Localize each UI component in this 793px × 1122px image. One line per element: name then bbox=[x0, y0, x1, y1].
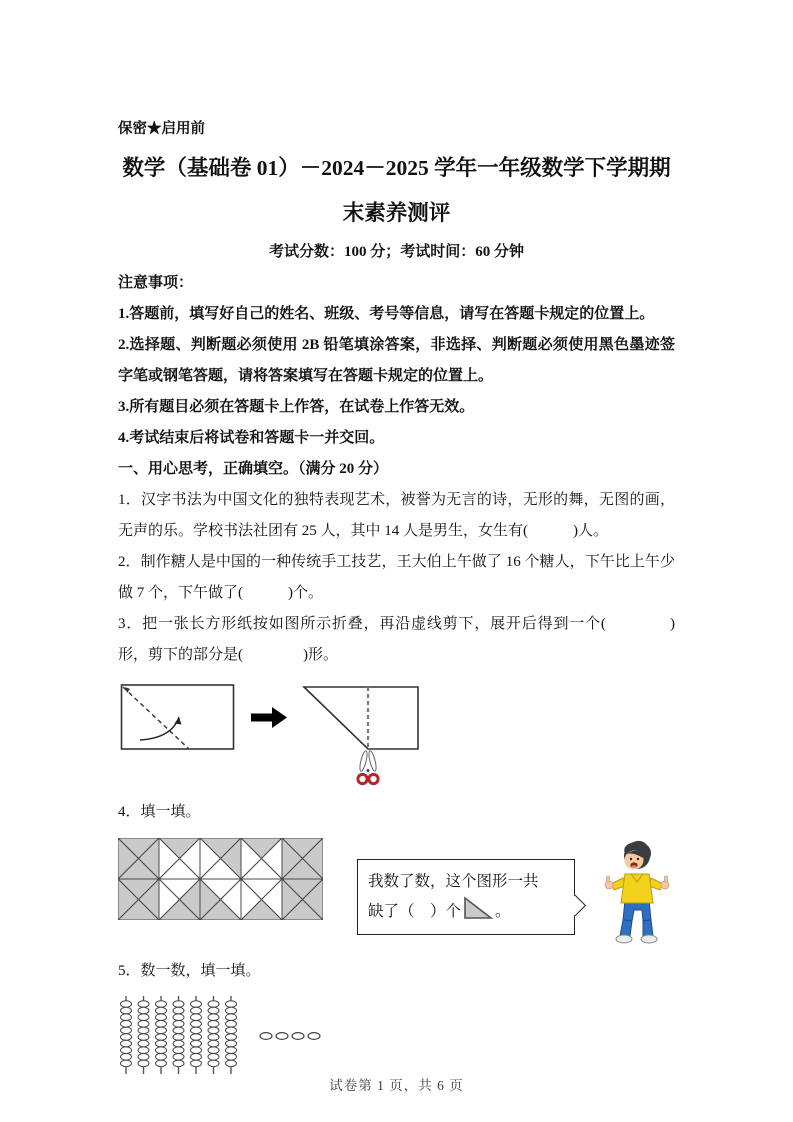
page-footer: 试卷第 1 页，共 6 页 bbox=[329, 1078, 464, 1093]
speech-bubble bbox=[357, 859, 575, 935]
single-beads bbox=[260, 1033, 320, 1040]
mosaic-row-1 bbox=[118, 879, 323, 920]
question-3: 3．把一张长方形纸按如图所示折叠，再沿虚线剪下，展开后得到一个( )形，剪下的部分是( )形。 bbox=[118, 616, 675, 663]
folded-paper-shape bbox=[304, 687, 418, 749]
scissors-icon bbox=[358, 750, 378, 783]
fold-and-cut-figure bbox=[120, 677, 420, 795]
rectangle-with-fold-line bbox=[122, 685, 234, 749]
exam-info-line: 考试分数：100 分；考试时间：60 分钟 bbox=[268, 244, 524, 260]
section1-heading: 一、用心思考，正确填空。（满分 20 分） bbox=[118, 461, 389, 477]
speech-bubble-wrap bbox=[357, 848, 673, 946]
note-item-4: 4.考试结束后将试卷和答题卡一并交回。 bbox=[118, 430, 385, 446]
mosaic-row-0 bbox=[118, 838, 323, 879]
triangle-mosaic-figure bbox=[118, 838, 323, 920]
question-4: 4．填一填。 bbox=[118, 804, 201, 820]
bubble-text-line1: 我数了数，这个图形一共 bbox=[368, 873, 539, 890]
arrow-right-icon bbox=[251, 707, 287, 728]
note-item-3: 3.所有题目必须在答题卡上作答，在试卷上作答无效。 bbox=[118, 399, 475, 415]
bead-strings bbox=[121, 996, 237, 1074]
question-4-figure-row bbox=[118, 832, 675, 946]
boy-icon bbox=[601, 840, 673, 946]
note-item-1: 1.答题前，填写好自己的姓名、班级、考号等信息，请写在答题卡规定的位置上。 bbox=[118, 306, 655, 322]
paper-title: 数学（基础卷 01）－2024－2025 学年一年级数学下学期期末素养测评 bbox=[122, 156, 671, 225]
triangle-icon bbox=[463, 896, 493, 920]
bubble-text-punct: 。 bbox=[495, 903, 511, 920]
beads-figure bbox=[118, 995, 328, 1077]
note-item-2: 2.选择题、判断题必须使用 2B 铅笔填涂答案，非选择、判断题必须使用黑色墨迹签字笔或钢笔答题，请将答案填写在答题卡规定的位置上。 bbox=[118, 337, 675, 384]
question-1: 1．汉字书法为中国文化的独特表现艺术，被誉为无言的诗，无形的舞，无图的画，无声的乐。学校书法社团有 25 人，其中 14 人是男生，女生有( )人。 bbox=[118, 492, 675, 539]
notes-heading: 注意事项： bbox=[118, 275, 194, 291]
question-5: 5．数一数，填一填。 bbox=[118, 963, 261, 979]
bubble-text-line2: 缺了（ ）个 bbox=[368, 903, 462, 920]
question-2: 2．制作糖人是中国的一种传统手工技艺，王大伯上午做了 16 个糖人，下午比上午少做 7 个，下午做了( )个。 bbox=[118, 554, 675, 601]
speech-bubble-tail bbox=[565, 895, 586, 916]
confidential-notice: 保密★启用前 bbox=[118, 121, 205, 137]
